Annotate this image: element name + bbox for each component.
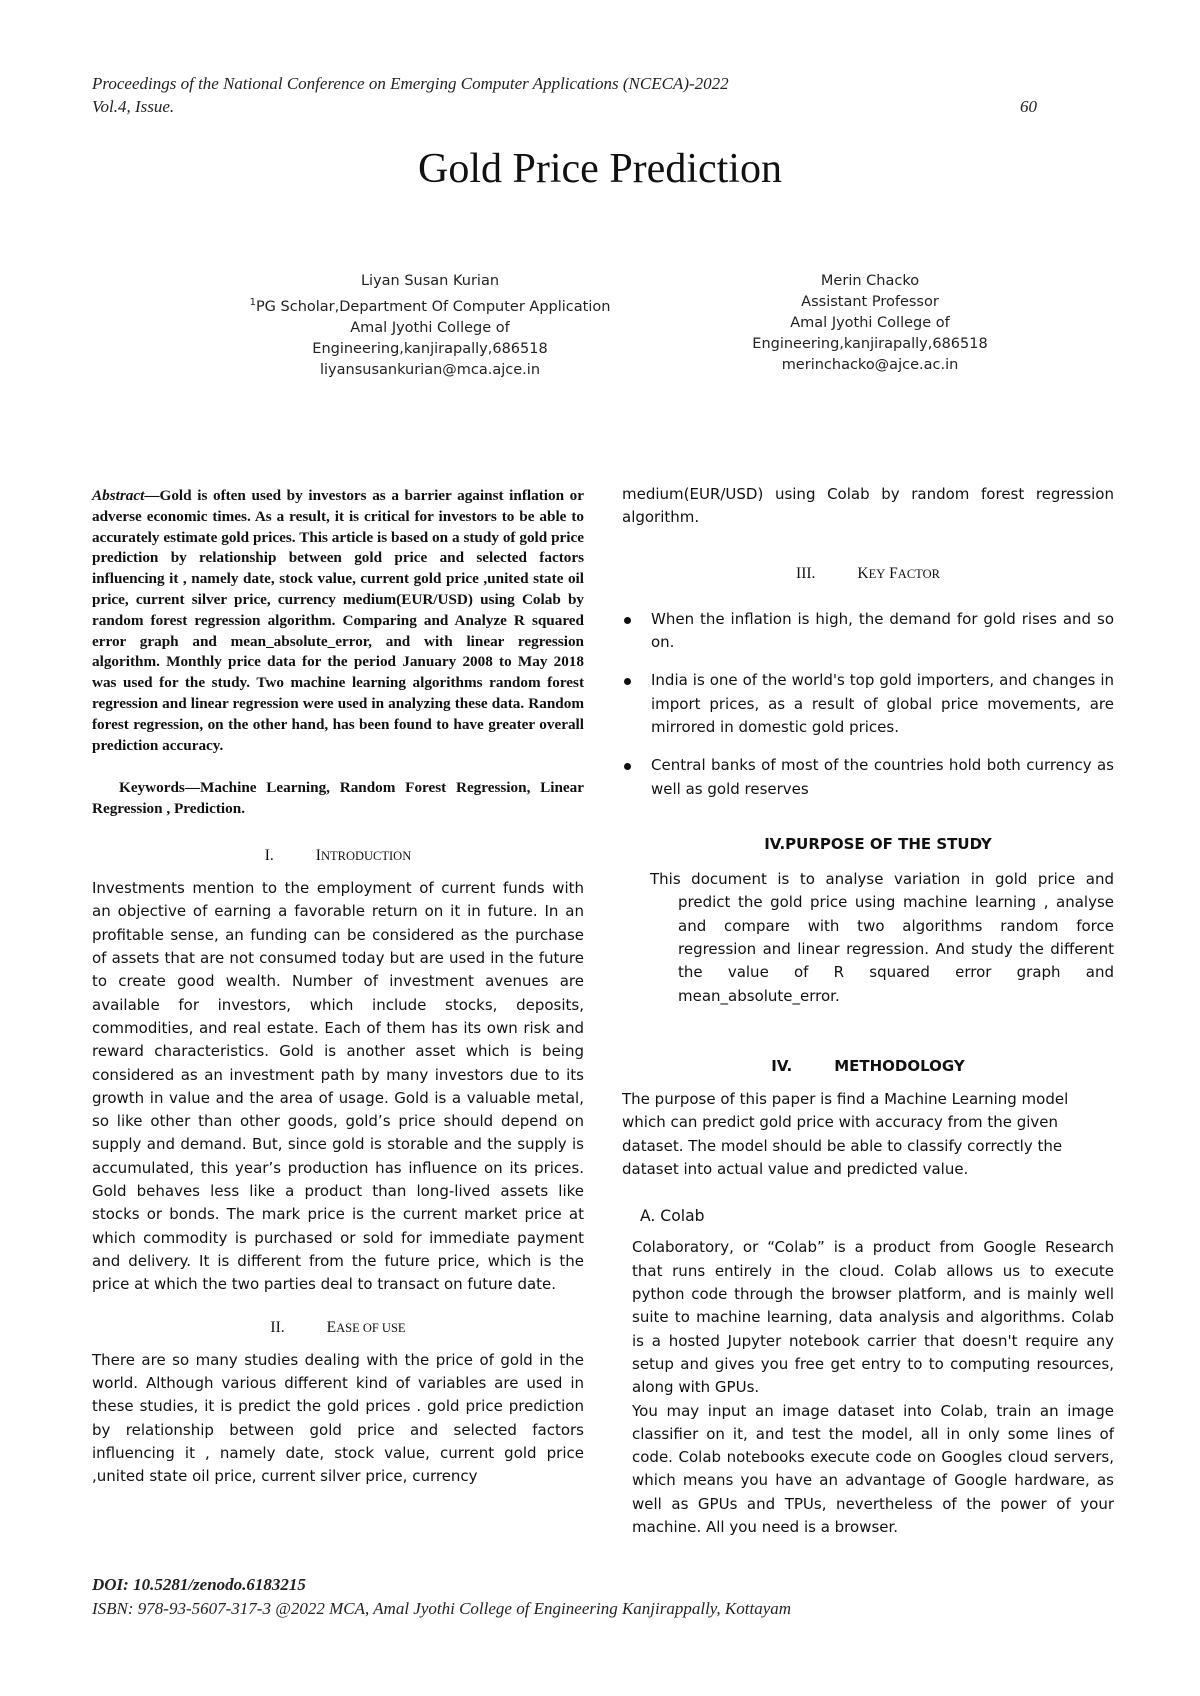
section-title-rest-2: ACTOR [897,566,940,581]
author-email: merinchacko@ajce.ac.in [781,357,959,373]
affiliation-text: PG Scholar,Department Of Computer Application [255,298,611,315]
section-number: III. [796,564,816,582]
author-place: Engineering,kanjirapally,686518 [312,340,548,357]
bullet-icon [624,678,631,685]
section-title-initial-2: F [889,564,898,582]
section-title-rest: EY [868,566,886,581]
abstract-dash: — [144,487,160,504]
ease-of-use-continued: medium(EUR/USD) using Colab by random forest regression algorithm. [622,485,1114,527]
key-factor-list [622,608,1114,801]
section-heading-introduction [92,844,584,868]
list-item-text: Central banks of most of the countries hold both currency as well as gold reserves [651,756,1114,798]
section-heading-purpose: IV.PURPOSE OF THE STUDY [764,834,992,853]
affiliation-superscript: 1 [249,297,256,308]
colab-text-2: You may input an image dataset into Colab, train an image classifier on it, and test the model, all in only some lines of code. Colab notebooks execute code on Googles cloud servers, which means you have an advantage of Google hardware, as well as GPUs and TPUs, nevertheless of the power of your machine. All you need is a browser. [632,1401,1114,1537]
author-name: Merin Chacko [820,273,920,289]
author-block-2 [660,271,1080,376]
section-number: IV. [771,1056,793,1075]
doi: DOI: 10.5281/zenodo.6183215 [92,1575,306,1594]
abstract-label: Abstract [92,487,145,504]
section-heading-ease-of-use [92,1316,584,1340]
purpose-text: This document is to analyse variation in gold price and predict the gold price using machine learning , analyse and compare with two algorithms random force regression and linear regression. And study the different the value of R squared error graph and mean_absolute_error. [650,870,1114,1005]
author-email: liyansusankurian@mca.ajce.in [319,361,541,378]
keywords-label: Keywords [119,779,185,797]
volume-issue: Vol.4, Issue. [92,97,175,116]
list-item [622,754,1114,801]
paper-title: Gold Price Prediction [418,146,782,192]
keywords-dash: — [184,779,200,797]
isbn: ISBN: 978-93-5607-317-3 @2022 MCA, Amal Jyothi College of Engineering Kanjirappally, Kottayam [92,1599,792,1618]
abstract-text: Gold is often used by investors as a barrier against inflation or adverse economic times. As a result, it is critical for investors to be able to accurately estimate gold prices. This article is based on a study of gold price prediction by relationship between gold price and selected factors influencing it , namely date, stock value, current gold price ,united state oil price, current silver price, currency medium(EUR/USD) using Colab by random forest regression algorithm. Comparing and Analyze R squared error graph and mean_absolute_error, and with linear regression algorithm. Monthly price data for the period January 2008 to May 2018 was used for the study. Two machine learning algorithms random forest regression and linear regression were used in analyzing these data. Random forest regression, on the other hand, has been found to have greater overall prediction accuracy. [92,487,584,754]
colab-text-1: Colaboratory, or “Colab” is a product from Google Research that runs entirely in the cloud. Colab allows us to execute python code through the browser platform, and is mainly well suite to machine learning, data analysis and algorithms. Colab is a hosted Jupyter notebook carrier that doesn't require any setup and gives you free get entry to to computing resources, along with GPUs. [632,1238,1114,1397]
author-place: Engineering,kanjirapally,686518 [752,336,988,352]
section-number: II. [270,1318,285,1336]
author-affiliation: Assistant Professor [801,294,939,310]
bullet-icon [624,763,631,770]
section-title-initial: K [857,564,869,582]
list-item-text: India is one of the world's top gold importers, and changes in import prices, as a result of global price movements, are mirrored in domestic gold prices. [651,671,1114,736]
abstract [92,486,584,756]
author-college: Amal Jyothi College of [350,319,510,336]
left-column [92,486,584,1488]
introduction-text: Investments mention to the employment of current funds with an objective of earning a favorable return on it in future. In an profitable sense, an funding can be considered as the purchase of assets that are not consumed today but are used in the future to create good wealth. Number of investment avenues are available for investors, which include stocks, deposits, commodities, and real estate. Each of them has its own risk and reward characteristics. Gold is another asset which is being considered as an investment path by many investors due to its growth in value and the area of usage. Gold is a valuable metal, so like other than other goods, gold’s price should depend on supply and demand. But, since gold is storable and the supply is accumulated, this year’s production has influence on its prices. Gold behaves less like a product than long-lived assets like stocks or bonds. The mark price is the current market price at which commodity is purchased or sold for immediate payment and delivery. It is different from the future price, which is the price at which the two parties deal to transact on future date. [92,879,584,1294]
list-item [622,669,1114,739]
author-affiliation [200,292,660,318]
subsection-heading-colab: A. Colab [640,1207,705,1226]
right-column [622,483,1114,1539]
section-heading-methodology [622,1055,1114,1078]
author-college: Amal Jyothi College of [790,315,950,331]
list-item-text: When the inflation is high, the demand for gold rises and so on. [651,609,1114,652]
author-name: Liyan Susan Kurian [360,273,500,289]
proceedings-header: Proceedings of the National Conference on Emerging Computer Applications (NCECA)-2022 [92,74,729,93]
author-block-1 [200,271,660,381]
keywords-text: Machine Learning, Random Forest Regression, Linear Regression , Prediction. [92,779,584,818]
section-title-initial: I [315,846,321,864]
list-item [622,608,1114,655]
section-title-rest: ASE OF USE [336,1320,406,1335]
section-number: I. [264,846,274,864]
ease-of-use-text: There are so many studies dealing with the price of gold in the world. Although various different kind of variables are used in these studies, it is predict the gold prices . gold price prediction by relationship between gold price and selected factors influencing it , namely date, stock value, current gold price ,united state oil price, current silver price, currency [92,1350,584,1486]
section-title-initial: E [326,1318,337,1336]
section-title: METHODOLOGY [834,1056,965,1075]
section-title-rest: NTRODUCTION [320,848,412,863]
keywords [92,778,584,820]
section-heading-key-factor [622,562,1114,586]
methodology-text: The purpose of this paper is find a Machine Learning model which can predict gold price with accuracy from the given dataset. The model should be able to classify correctly the dataset into actual value and predicted value. [622,1090,1069,1178]
page-number: 60 [1020,97,1037,116]
bullet-icon [624,617,631,624]
